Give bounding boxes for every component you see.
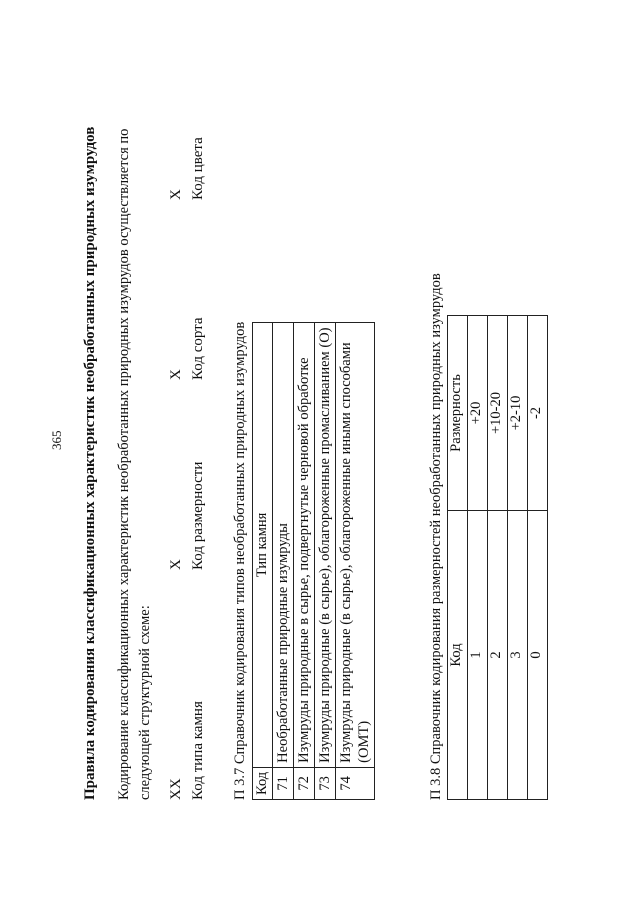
intro-paragraph: Кодирование классификационных характеристик необработанных природных изумрудов осуществляется по следующей структурной схеме: — [116, 128, 153, 800]
table-38-caption: П 3.8 Справочник кодирования размерностей необработанных природных изумрудов — [428, 273, 444, 800]
table-row — [336, 323, 375, 800]
stone-type-table — [252, 322, 375, 800]
type-cell: Изумруды природные (в сырье), облагороженные иными способами (ОМТ) — [336, 323, 375, 768]
column-header: Тип камня — [253, 323, 273, 768]
table-row — [488, 316, 508, 800]
code-cell: 3 — [508, 511, 528, 800]
scheme-label: Код размерности — [190, 461, 206, 570]
type-cell: Изумруды природные в сырье, подвергнутые черновой обработке — [294, 323, 315, 768]
column-header: Код — [448, 511, 468, 800]
scheme-label: Код типа камня — [190, 701, 206, 800]
size-cell: +20 — [468, 316, 488, 511]
scheme-label: Код сорта — [190, 317, 206, 380]
table-row — [294, 323, 315, 800]
column-header: Размерность — [448, 316, 468, 511]
table-row — [468, 316, 488, 800]
table-row — [528, 316, 548, 800]
scheme-symbol: XX — [168, 778, 184, 800]
code-cell: 0 — [528, 511, 548, 800]
code-cell: 1 — [468, 511, 488, 800]
size-table — [447, 315, 548, 800]
type-cell: Необработанные природные изумруды — [273, 323, 294, 768]
size-cell: +10-20 — [488, 316, 508, 511]
table-header-row — [253, 323, 273, 800]
size-cell: +2-10 — [508, 316, 528, 511]
scheme-symbol: X — [168, 189, 184, 200]
scheme-label: Код цвета — [190, 137, 206, 200]
code-cell: 2 — [488, 511, 508, 800]
table-row — [508, 316, 528, 800]
scheme-symbol: X — [168, 369, 184, 380]
type-cell: Изумруды природные (в сырье), облагороженные промасливанием (О) — [315, 323, 336, 768]
page-title: Правила кодирования классификационных характеристик необработанных природных изумрудов — [82, 126, 98, 800]
code-cell: 73 — [315, 767, 336, 799]
table-row — [315, 323, 336, 800]
table-header-row — [448, 316, 468, 800]
scheme-symbol: X — [168, 559, 184, 570]
size-cell: -2 — [528, 316, 548, 511]
code-cell: 72 — [294, 767, 315, 799]
table-37-caption: П 3.7 Справочник кодирования типов необработанных природных изумрудов — [232, 321, 248, 800]
page-number: 365 — [49, 430, 64, 450]
code-cell: 74 — [336, 767, 375, 799]
code-cell: 71 — [273, 767, 294, 799]
table-row — [273, 323, 294, 800]
column-header: Код — [253, 767, 273, 799]
